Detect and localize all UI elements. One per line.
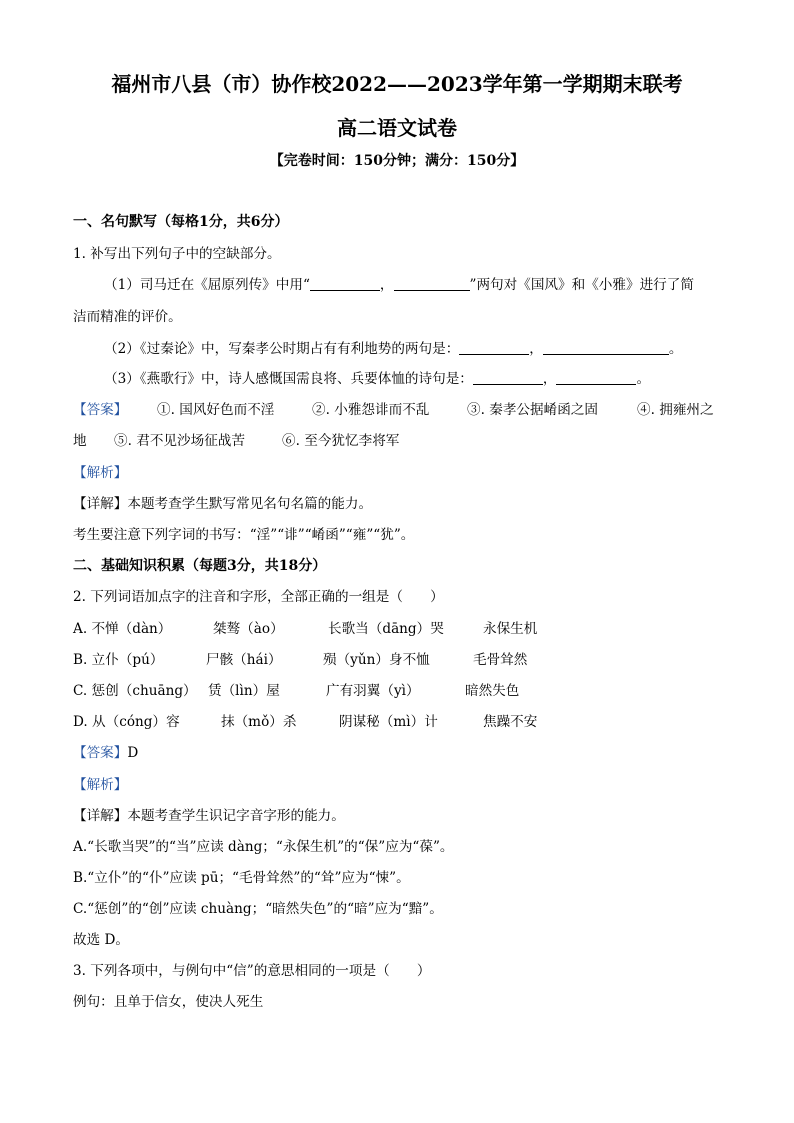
option-cell: 暗然失色: [465, 683, 520, 699]
detail-text: 【详解】本题考查学生默写常见名句名篇的能力。: [73, 496, 373, 512]
answer-line: [73, 744, 138, 762]
option-cell: 赁（lìn）屋: [208, 683, 280, 699]
section-1-heading: 一、名句默写（每格1分，共6分）: [73, 214, 289, 230]
option-cell: 长歌当（dāng）哭: [328, 621, 444, 637]
text: （3）《燕歌行》中，诗人感慨国需良将、兵要体恤的诗句是：: [104, 371, 473, 387]
answer-blank: [473, 371, 543, 385]
question-1-part-2: [104, 340, 682, 358]
exam-title: 福州市八县（市）协作校2022——2023学年第一学期期末联考: [111, 72, 683, 96]
explanation-b: B.“立仆”的“仆”应读 pū；“毛骨耸然”的“耸”应为“悚”。: [73, 870, 410, 886]
answer-item: ③. 秦孝公据崤函之固: [467, 402, 598, 418]
explanation-c: C.“惩创”的“创”应读 chuàng；“暗然失色”的“暗”应为“黯”。: [73, 901, 443, 917]
option-cell: D. 从（cóng）容: [73, 714, 180, 730]
answer-item: ⑤. 君不见沙场征战苦: [114, 433, 245, 449]
option-cell: 焦躁不安: [483, 714, 538, 730]
analysis-label: 【解析】: [73, 465, 128, 481]
option-cell: A. 不惮（dàn）: [73, 621, 172, 637]
exam-info: 【完卷时间：150分钟；满分：150分】: [269, 153, 525, 169]
answer-blank: [394, 277, 470, 291]
answer-blank: [459, 341, 529, 355]
option-cell: 毛骨耸然: [473, 652, 528, 668]
text: ”两句对《国风》和《小雅》进行了简: [469, 277, 694, 293]
option-cell: 阴谋秘（mì）计: [339, 714, 438, 730]
answer-label: 【答案】: [73, 402, 128, 418]
answer-blank: [310, 277, 380, 291]
option-cell: B. 立仆（pú）: [73, 652, 164, 668]
option-cell: 桀骜（ào）: [213, 621, 284, 637]
text: （2）《过秦论》中，写秦孝公时期占有有利地势的两句是：: [104, 341, 460, 357]
answer-item: ①. 国风好色而不淫: [157, 402, 275, 418]
question-1-part-3: [104, 370, 650, 388]
section-2-heading: 二、基础知识积累（每题3分，共18分）: [73, 558, 327, 574]
detail-text: 【详解】本题考查学生识记字音字形的能力。: [73, 808, 345, 824]
question-3-example: 例句：且单于信女，使决人死生: [73, 994, 264, 1010]
question-1-part-1-cont: 洁而精准的评价。: [73, 309, 182, 325]
question-1-part-1: [104, 276, 694, 294]
option-cell: 尸骸（hái）: [206, 652, 282, 668]
answer-item-cont: 地: [73, 433, 87, 449]
option-cell: 广有羽翼（yì）: [326, 683, 420, 699]
text: ，: [529, 341, 543, 357]
answer-blank: [543, 341, 669, 355]
text: 。: [636, 371, 651, 387]
note-text: 考生要注意下列字词的书写：“淫”“诽”“崤函”“雍”“犹”。: [73, 527, 415, 543]
answer-item: ⑥. 至今犹忆李将军: [282, 433, 400, 449]
option-cell: 永保生机: [483, 621, 538, 637]
text: 。: [668, 341, 683, 357]
answer-blank: [556, 371, 636, 385]
option-cell: C. 惩创（chuāng）: [73, 683, 197, 699]
option-cell: 殒（yǔn）身不恤: [323, 652, 430, 668]
explanation-a: A.“长歌当哭”的“当”应读 dàng；“永保生机”的“保”应为“葆”。: [73, 839, 454, 855]
question-1-stem: 1. 补写出下列句子中的空缺部分。: [73, 246, 281, 262]
text: （1）司马迁在《屈原列传》中用“: [104, 277, 310, 293]
conclusion-text: 故选 D。: [73, 932, 130, 948]
exam-subtitle: 高二语文试卷: [337, 116, 457, 140]
text: ，: [379, 277, 394, 293]
answer-item: ④. 拥雍州之: [637, 402, 714, 418]
answer-value: D: [127, 745, 139, 761]
answer-label: 【答案】: [73, 745, 128, 761]
question-2-stem: 2. 下列词语加点字的注音和字形，全部正确的一组是（ ）: [73, 589, 444, 605]
text: ，: [542, 371, 557, 387]
answer-item: ②. 小雅怨诽而不乱: [312, 402, 430, 418]
question-3-stem: 3. 下列各项中，与例句中“信”的意思相同的一项是（ ）: [73, 963, 431, 979]
option-cell: 抹（mǒ）杀: [221, 714, 297, 730]
analysis-label: 【解析】: [73, 777, 128, 793]
